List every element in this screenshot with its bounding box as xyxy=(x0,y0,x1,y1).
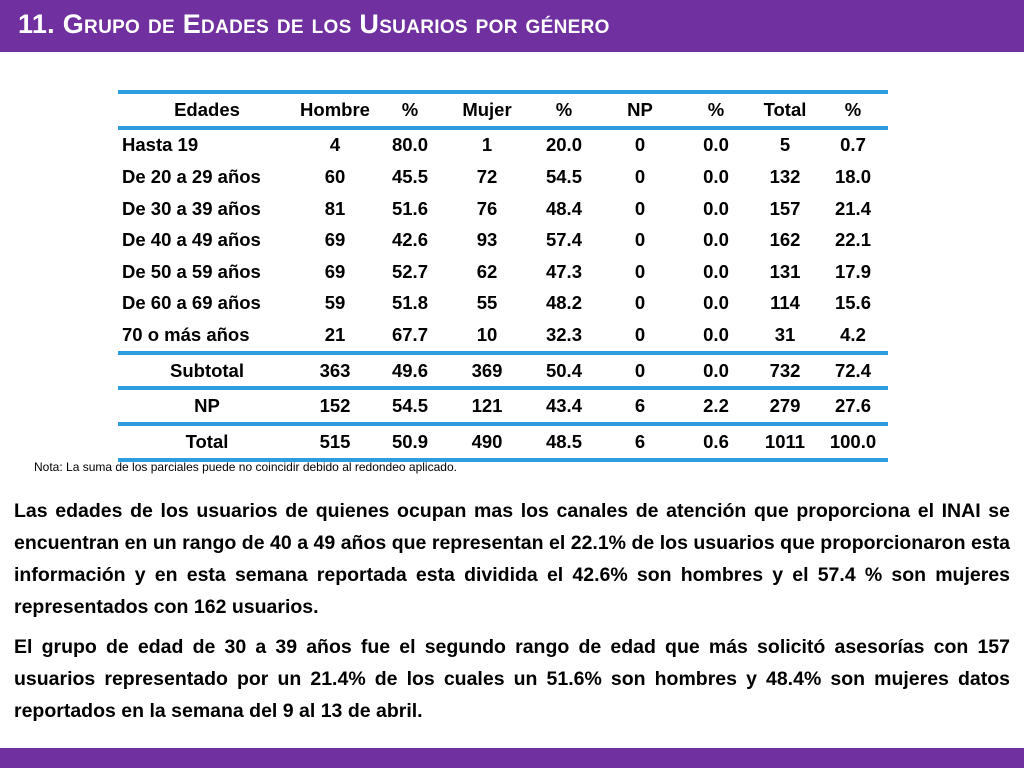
table-row xyxy=(118,353,888,389)
cell-np: 0 xyxy=(634,292,646,314)
cell-hombre-pct: 45.5 xyxy=(391,165,428,187)
cell-hombre: 152 xyxy=(296,388,374,424)
column-header-edades: Edades xyxy=(118,92,296,128)
cell-np-pct: 0.0 xyxy=(703,134,729,156)
cell-total-pct: 4.2 xyxy=(840,323,866,345)
cell-hombre: 60 xyxy=(324,165,346,187)
table-row xyxy=(118,424,888,460)
cell-hombre-pct: 54.5 xyxy=(374,388,446,424)
cell-mujer-pct: 50.4 xyxy=(528,353,600,389)
cell-edades: De 60 a 69 años xyxy=(122,292,261,314)
cell-total: 5 xyxy=(779,134,791,156)
cell-np: 6 xyxy=(600,388,680,424)
cell-mujer-pct: 32.3 xyxy=(545,323,582,345)
cell-mujer: 72 xyxy=(476,165,498,187)
cell-edades: Total xyxy=(118,424,296,460)
cell-total-pct: 18.0 xyxy=(834,165,871,187)
cell-total-pct: 15.6 xyxy=(834,292,871,314)
cell-np: 0 xyxy=(634,323,646,345)
table-row xyxy=(118,319,888,353)
cell-total-pct: 21.4 xyxy=(834,197,871,219)
table-row xyxy=(118,193,888,225)
age-gender-table xyxy=(118,90,888,462)
column-header-mujer-pct: % xyxy=(528,92,600,128)
cell-total: 132 xyxy=(769,165,801,187)
cell-np: 6 xyxy=(600,424,680,460)
cell-total-pct: 27.6 xyxy=(818,388,888,424)
cell-np-pct: 0.0 xyxy=(703,292,729,314)
column-header-np: NP xyxy=(600,92,680,128)
cell-np-pct: 0.0 xyxy=(703,260,729,282)
column-header-hombre: Hombre xyxy=(296,92,374,128)
cell-hombre: 21 xyxy=(324,323,346,345)
cell-mujer: 93 xyxy=(476,229,498,251)
cell-edades: NP xyxy=(118,388,296,424)
cell-np-pct: 0.0 xyxy=(703,229,729,251)
table-row xyxy=(118,224,888,256)
cell-total-pct: 0.7 xyxy=(840,134,866,156)
cell-total: 1011 xyxy=(752,424,818,460)
cell-hombre: 69 xyxy=(324,229,346,251)
cell-np: 0 xyxy=(634,229,646,251)
cell-hombre-pct: 51.8 xyxy=(391,292,428,314)
cell-mujer: 121 xyxy=(446,388,528,424)
cell-np-pct: 0.0 xyxy=(703,197,729,219)
cell-hombre-pct: 67.7 xyxy=(391,323,428,345)
cell-total-pct: 17.9 xyxy=(834,260,871,282)
cell-hombre: 4 xyxy=(329,134,341,156)
cell-edades: De 40 a 49 años xyxy=(122,229,261,251)
cell-mujer-pct: 48.4 xyxy=(545,197,582,219)
cell-hombre: 515 xyxy=(296,424,374,460)
title-bar xyxy=(0,0,1024,52)
column-header-np-pct: % xyxy=(680,92,752,128)
cell-total: 114 xyxy=(770,292,800,314)
paragraph-1: Las edades de los usuarios de quienes ocupan mas los canales de atención que proporciona el INAI se encuentran en un rango de 40 a 49 años que representan el 22.1% de los usuarios que proporcionaron esta información y en esta semana reportada esta dividida el 42.6% son hombres y el 57.4 % son mujeres representados con 162 usuarios. xyxy=(14,500,1010,618)
cell-mujer-pct: 47.3 xyxy=(545,260,582,282)
table-row xyxy=(118,388,888,424)
cell-hombre: 81 xyxy=(324,197,346,219)
cell-mujer-pct: 48.5 xyxy=(528,424,600,460)
cell-mujer: 62 xyxy=(476,260,498,282)
cell-np-pct: 0.0 xyxy=(703,165,729,187)
cell-np-pct: 0.0 xyxy=(680,353,752,389)
cell-hombre-pct: 49.6 xyxy=(374,353,446,389)
cell-hombre: 363 xyxy=(296,353,374,389)
cell-total: 162 xyxy=(769,229,801,251)
cell-np-pct: 2.2 xyxy=(680,388,752,424)
cell-total: 279 xyxy=(752,388,818,424)
cell-edades: Subtotal xyxy=(118,353,296,389)
footer-bar xyxy=(0,748,1024,768)
cell-mujer-pct: 43.4 xyxy=(528,388,600,424)
cell-mujer: 10 xyxy=(476,323,498,345)
cell-total: 131 xyxy=(769,260,801,282)
cell-mujer: 1 xyxy=(481,134,493,156)
cell-np-pct: 0.6 xyxy=(680,424,752,460)
cell-total-pct: 22.1 xyxy=(834,229,871,251)
column-header-total: Total xyxy=(752,92,818,128)
cell-mujer-pct: 48.2 xyxy=(545,292,582,314)
table-row xyxy=(118,256,888,288)
cell-np: 0 xyxy=(634,260,646,282)
cell-mujer-pct: 20.0 xyxy=(545,134,582,156)
cell-total: 157 xyxy=(769,197,801,219)
cell-edades: De 20 a 29 años xyxy=(122,165,261,187)
cell-mujer-pct: 57.4 xyxy=(545,229,582,251)
footnote: Nota: La suma de los parciales puede no coincidir debido al redondeo aplicado. xyxy=(34,460,457,474)
cell-edades: De 30 a 39 años xyxy=(122,197,261,219)
cell-np: 0 xyxy=(600,353,680,389)
cell-mujer: 76 xyxy=(476,197,498,219)
cell-np-pct: 0.0 xyxy=(703,323,729,345)
cell-total: 31 xyxy=(774,323,796,345)
paragraph-2: El grupo de edad de 30 a 39 años fue el segundo rango de edad que más solicitó asesorías con 157 usuarios representado por un 21.4% de los cuales un 51.6% son hombres y 48.4% son mujeres datos reportados en la semana del 9 al 13 de abril. xyxy=(14,636,1010,722)
column-header-hombre-pct: % xyxy=(374,92,446,128)
page-title: 11. Grupo de Edades de los Usuarios por género xyxy=(18,9,610,39)
cell-mujer: 369 xyxy=(446,353,528,389)
column-header-total-pct: % xyxy=(818,92,888,128)
cell-total: 732 xyxy=(752,353,818,389)
cell-hombre-pct: 42.6 xyxy=(391,229,428,251)
cell-mujer-pct: 54.5 xyxy=(545,165,582,187)
table-row xyxy=(118,128,888,162)
cell-edades: De 50 a 59 años xyxy=(122,260,261,282)
cell-np: 0 xyxy=(634,197,646,219)
column-header-mujer: Mujer xyxy=(446,92,528,128)
cell-hombre: 59 xyxy=(324,292,346,314)
cell-mujer: 55 xyxy=(476,292,498,314)
table-row xyxy=(118,161,888,193)
table-row xyxy=(118,288,888,320)
cell-mujer: 490 xyxy=(446,424,528,460)
cell-hombre-pct: 50.9 xyxy=(374,424,446,460)
cell-hombre-pct: 51.6 xyxy=(391,197,428,219)
cell-total-pct: 72.4 xyxy=(818,353,888,389)
cell-hombre-pct: 52.7 xyxy=(391,260,428,282)
cell-np: 0 xyxy=(634,165,646,187)
cell-hombre: 69 xyxy=(324,260,346,282)
cell-hombre-pct: 80.0 xyxy=(391,134,428,156)
cell-np: 0 xyxy=(634,134,646,156)
cell-edades: 70 o más años xyxy=(122,323,250,345)
cell-edades: Hasta 19 xyxy=(122,134,199,156)
table-header-row xyxy=(118,92,888,128)
cell-total-pct: 100.0 xyxy=(818,424,888,460)
